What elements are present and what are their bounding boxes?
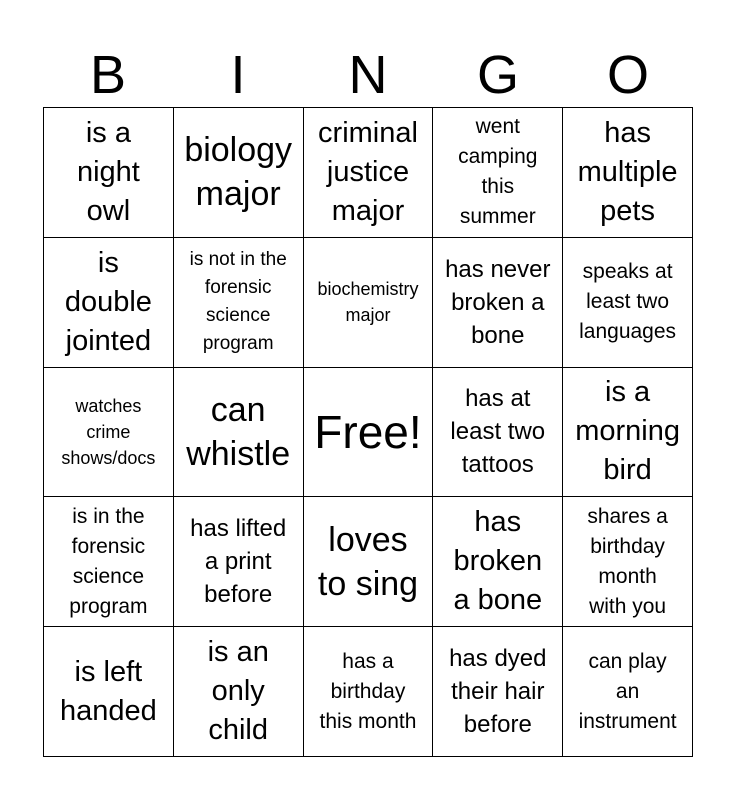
bingo-cell-r4-c5[interactable] bbox=[563, 497, 693, 627]
bingo-cell-r2-c5[interactable] bbox=[563, 238, 693, 368]
cell-text: watches crime shows/docs bbox=[61, 395, 156, 468]
cell-text: biology major bbox=[184, 131, 293, 214]
bingo-cell-r3-c4[interactable] bbox=[433, 368, 563, 498]
cell-text: has never broken a bone bbox=[445, 255, 551, 349]
bingo-cell-r5-c2[interactable] bbox=[174, 627, 304, 757]
bingo-cell-r4-c2[interactable] bbox=[174, 497, 304, 627]
cell-text: has dyed their hair before bbox=[449, 645, 547, 739]
cell-text: has a birthday this month bbox=[319, 649, 417, 733]
cell-text: has multiple pets bbox=[577, 116, 678, 227]
bingo-cell-r1-c5[interactable] bbox=[563, 108, 693, 238]
bingo-cell-r5-c5[interactable] bbox=[563, 627, 693, 757]
bingo-cell-r2-c4[interactable] bbox=[433, 238, 563, 368]
cell-text: biochemistry major bbox=[317, 279, 419, 326]
bingo-cell-r4-c3[interactable] bbox=[304, 497, 434, 627]
cell-text: criminal justice major bbox=[318, 116, 418, 227]
cell-text: is an only child bbox=[207, 636, 269, 747]
bingo-cell-r3-c2[interactable] bbox=[174, 368, 304, 498]
header-letter-o: O bbox=[606, 45, 649, 105]
bingo-cell-r2-c3[interactable] bbox=[304, 238, 434, 368]
bingo-cell-r3-c1[interactable] bbox=[44, 368, 174, 498]
bingo-cell-r2-c1[interactable] bbox=[44, 238, 174, 368]
header-letter-b: B bbox=[89, 45, 127, 105]
bingo-cell-r1-c4[interactable] bbox=[433, 108, 563, 238]
cell-text: can play an instrument bbox=[578, 649, 677, 733]
cell-text: is left handed bbox=[60, 655, 157, 727]
bingo-cell-r5-c3[interactable] bbox=[304, 627, 434, 757]
bingo-cell-r1-c1[interactable] bbox=[44, 108, 174, 238]
bingo-board bbox=[43, 107, 693, 757]
cell-text: is double jointed bbox=[64, 246, 152, 357]
cell-text: can whistle bbox=[186, 390, 291, 473]
cell-text: loves to sing bbox=[317, 520, 419, 603]
cell-text: has lifted a print before bbox=[190, 515, 287, 609]
bingo-cell-r2-c2[interactable] bbox=[174, 238, 304, 368]
bingo-cell-r1-c2[interactable] bbox=[174, 108, 304, 238]
bingo-cell-r4-c4[interactable] bbox=[433, 497, 563, 627]
bingo-cell-r1-c3[interactable] bbox=[304, 108, 434, 238]
bingo-cell-r5-c1[interactable] bbox=[44, 627, 174, 757]
cell-text: went camping this summer bbox=[458, 115, 538, 229]
cell-text: is a night owl bbox=[76, 116, 140, 227]
cell-text: is not in the forensic science program bbox=[189, 249, 287, 355]
cell-text: has at least two tattoos bbox=[450, 385, 546, 479]
free-space[interactable] bbox=[304, 368, 434, 498]
header-letter-g: G bbox=[476, 45, 519, 105]
header-letter-n: N bbox=[348, 45, 388, 105]
cell-text: is a morning bird bbox=[575, 376, 680, 487]
cell-text: has broken a bone bbox=[453, 506, 543, 617]
cell-text: speaks at least two languages bbox=[579, 260, 677, 344]
cell-text: is in the forensic science program bbox=[69, 504, 148, 618]
bingo-cell-r3-c5[interactable] bbox=[563, 368, 693, 498]
bingo-cell-r5-c4[interactable] bbox=[433, 627, 563, 757]
header-letter-i: I bbox=[230, 45, 246, 105]
free-space-label: Free! bbox=[314, 405, 422, 458]
bingo-header bbox=[43, 46, 693, 104]
cell-text: shares a birthday month with you bbox=[587, 504, 668, 618]
bingo-cell-r4-c1[interactable] bbox=[44, 497, 174, 627]
